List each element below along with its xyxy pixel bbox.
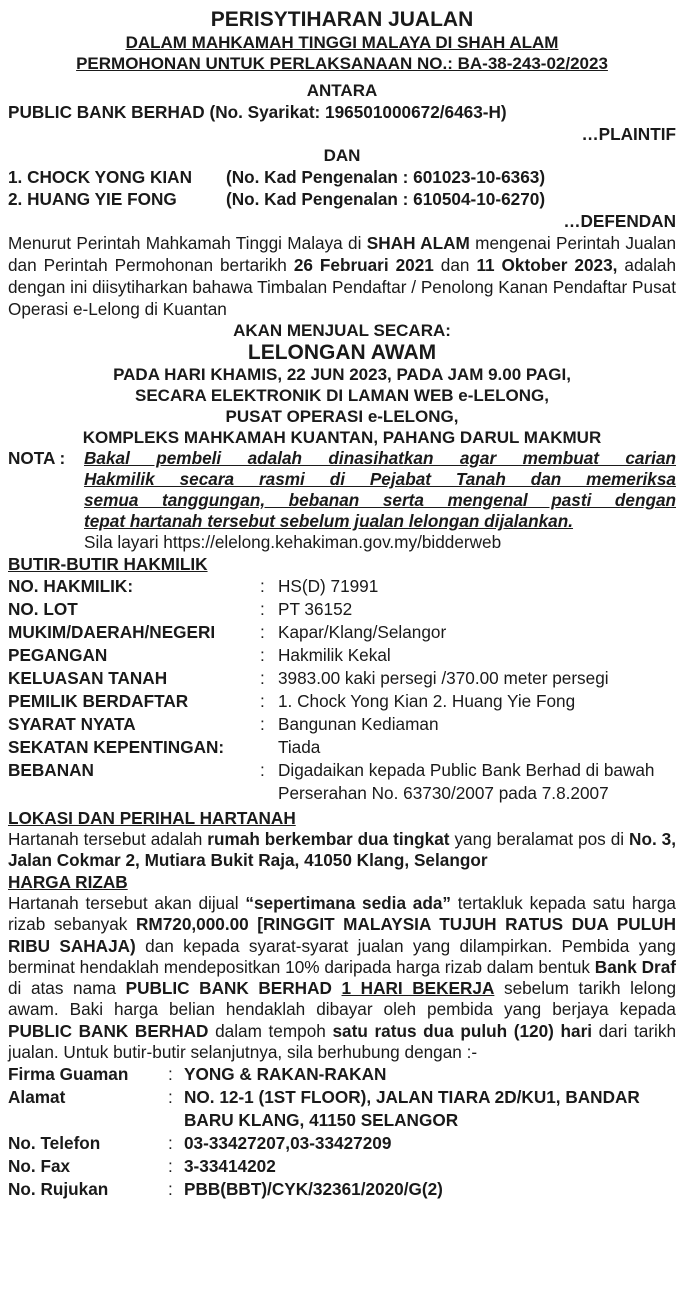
defendant-id: (No. Kad Pengenalan : 610504-10-6270) (226, 189, 546, 209)
nota-line: Hakmilik secara rasmi di Pejabat Tanah dan memeriksa (84, 469, 676, 489)
detail-separator: : (168, 1156, 173, 1177)
detail-separator: : (260, 714, 265, 734)
detail-label: NO. HAKMILIK: (8, 576, 134, 596)
detail-value: Kapar/Klang/Selangor (278, 622, 447, 642)
auction-venue: KOMPLEKS MAHKAMAH KUANTAN, PAHANG DARUL MAKMUR (82, 428, 602, 447)
detail-value: PBB(BBT)/CYK/32361/2020/G(2) (184, 1179, 443, 1200)
detail-label: SYARAT NYATA (8, 714, 136, 734)
detail-row (8, 621, 676, 644)
detail-value: 1. Chock Yong Kian 2. Huang Yie Fong (278, 691, 576, 711)
detail-label: KELUASAN TANAH (8, 668, 168, 688)
intro-paragraph: Menurut Perintah Mahkamah Tinggi Malaya di SHAH ALAM mengenai Perintah Jualan dan Perintah Permohonan bertarikh 26 Februari 2021 dan 11 Oktober 2023, adalah dengan ini diisytiharkan bahawa Timbalan Pendaftar / Penolong Kanan Pendaftar Pusat Operasi e-Lelong di Kuantan (8, 233, 677, 319)
detail-separator: : (260, 691, 265, 711)
will-sell-label: AKAN MENJUAL SECARA: (233, 321, 451, 340)
detail-separator: : (260, 622, 265, 642)
detail-row (8, 736, 676, 759)
detail-label: No. Telefon (8, 1133, 101, 1154)
reserve-price-heading: HARGA RIZAB (8, 872, 128, 892)
detail-separator: : (260, 760, 265, 780)
detail-separator: : (260, 668, 265, 688)
detail-separator (260, 736, 278, 759)
defendant-role: …DEFENDAN (563, 211, 676, 231)
reserve-paragraph: Hartanah tersebut akan dijual “sepertimana sedia ada” tertakluk kepada satu harga rizab sebanyak RM720,000.00 [RINGGIT MALAYSIA TUJUH RATUS DUA PULUH RIBU SAHAJA) dan kepada syarat-syarat jualan yang dilampirkan. Pembida yang berminat hendaklah mendepositkan 10% daripada harga rizab dalam bentuk Bank Draf di atas nama PUBLIC BANK BERHAD 1 HARI BEKERJA sebelum tarikh lelong awam. Baki harga belian hendaklah dibayar oleh pembida yang berjaya kepada PUBLIC BANK BERHAD dalam tempoh satu ratus dua puluh (120) hari dari tarikh jualan. Untuk butir-butir selanjutnya, sila berhubung dengan :- (8, 893, 677, 1063)
detail-value: Digadaikan kepada Public Bank Berhad di bawah Perserahan No. 63730/2007 pada 7.8.2007 (278, 760, 655, 803)
between-label: ANTARA (306, 81, 378, 100)
defendant-name: 1. CHOCK YONG KIAN (8, 167, 192, 187)
elelong-website-link[interactable]: Sila layari https://elelong.kehakiman.gov.my/bidderweb (84, 532, 502, 552)
detail-label: Alamat (8, 1087, 66, 1108)
auction-centre: PUSAT OPERASI e-LELONG, (225, 407, 459, 426)
detail-row (8, 1155, 676, 1178)
auction-date-time: PADA HARI KHAMIS, 22 JUN 2023, PADA JAM 9.00 PAGI, (113, 365, 571, 384)
detail-label: PEMILIK BERDAFTAR (8, 691, 189, 711)
and-label: DAN (323, 146, 361, 165)
detail-separator: : (260, 645, 265, 665)
nota-label: NOTA : (8, 448, 66, 468)
title-details-heading: BUTIR-BUTIR HAKMILIK (8, 554, 208, 574)
detail-value: YONG & RAKAN-RAKAN (184, 1064, 387, 1085)
detail-separator: : (168, 1179, 173, 1200)
plaintiff-role: …PLAINTIF (581, 124, 676, 144)
defendant-name: 2. HUANG YIE FONG (8, 189, 177, 209)
detail-value: Tiada (278, 737, 321, 757)
detail-label: No. Rujukan (8, 1179, 109, 1200)
detail-label: SEKATAN KEPENTINGAN: (8, 737, 225, 757)
detail-separator: : (260, 599, 265, 619)
detail-value: Hakmilik Kekal (278, 645, 391, 665)
detail-value: 3983.00 kaki persegi /370.00 meter persegi (278, 668, 609, 688)
detail-separator: : (168, 1064, 173, 1085)
defendant-id: (No. Kad Pengenalan : 601023-10-6363) (226, 167, 546, 187)
detail-row (8, 1063, 676, 1086)
detail-separator: : (168, 1133, 173, 1154)
detail-value: HS(D) 71991 (278, 576, 379, 596)
detail-row (8, 1132, 676, 1155)
detail-value: NO. 12-1 (1ST FLOOR), JALAN TIARA 2D/KU1, BANDAR BARU KLANG, 41150 SELANGOR (184, 1087, 640, 1131)
detail-label: PEGANGAN (8, 645, 108, 665)
detail-label: Firma Guaman (8, 1064, 129, 1085)
detail-label: MUKIM/DAERAH/NEGERI (8, 622, 216, 642)
detail-row (8, 598, 676, 621)
nota-block (8, 448, 676, 553)
defendant-1 (8, 166, 676, 188)
auction-type: LELONGAN AWAM (247, 341, 437, 364)
auction-mode: SECARA ELEKTRONIK DI LAMAN WEB e-LELONG, (135, 386, 549, 405)
detail-label: NO. LOT (8, 599, 78, 619)
application-number: PERMOHONAN UNTUK PERLAKSANAAN NO.: BA-38-243-02/2023 (76, 54, 608, 73)
detail-row (8, 644, 676, 667)
location-heading: LOKASI DAN PERIHAL HARTANAH (8, 808, 296, 828)
location-paragraph: Hartanah tersebut adalah rumah berkembar dua tingkat yang beralamat pos di No. 3, Jalan Cokmar 2, Mutiara Bukit Raja, 41050 Klang, Selangor (8, 829, 677, 870)
detail-separator: : (168, 1087, 173, 1108)
detail-separator: : (260, 576, 265, 596)
detail-row (8, 759, 676, 805)
nota-line: semua tanggungan, bebanan serta mengenal pasti dengan (84, 490, 676, 510)
detail-value: 3-33414202 (184, 1156, 276, 1177)
detail-value: Bangunan Kediaman (278, 714, 439, 734)
detail-label: BEBANAN (8, 760, 94, 780)
detail-row (8, 575, 676, 598)
plaintiff-name: PUBLIC BANK BERHAD (No. Syarikat: 196501000672/6463-H) (8, 102, 507, 122)
detail-row (8, 667, 676, 690)
defendant-2 (8, 188, 676, 210)
detail-row (8, 1086, 676, 1132)
document-title: PERISYTIHARAN JUALAN (210, 8, 474, 31)
contact-table (8, 1063, 676, 1201)
detail-value: PT 36152 (278, 599, 353, 619)
nota-line: Bakal pembeli adalah dinasihatkan agar membuat carian (84, 448, 676, 468)
detail-row (8, 713, 676, 736)
detail-row (8, 1178, 676, 1201)
court-name: DALAM MAHKAMAH TINGGI MALAYA DI SHAH ALAM (125, 33, 559, 52)
nota-line: tepat hartanah tersebut sebelum jualan lelongan dijalankan. (84, 511, 574, 531)
detail-value: 03-33427207,03-33427209 (184, 1133, 392, 1154)
title-details-table (8, 575, 676, 805)
detail-row (8, 690, 676, 713)
detail-label: No. Fax (8, 1156, 71, 1177)
